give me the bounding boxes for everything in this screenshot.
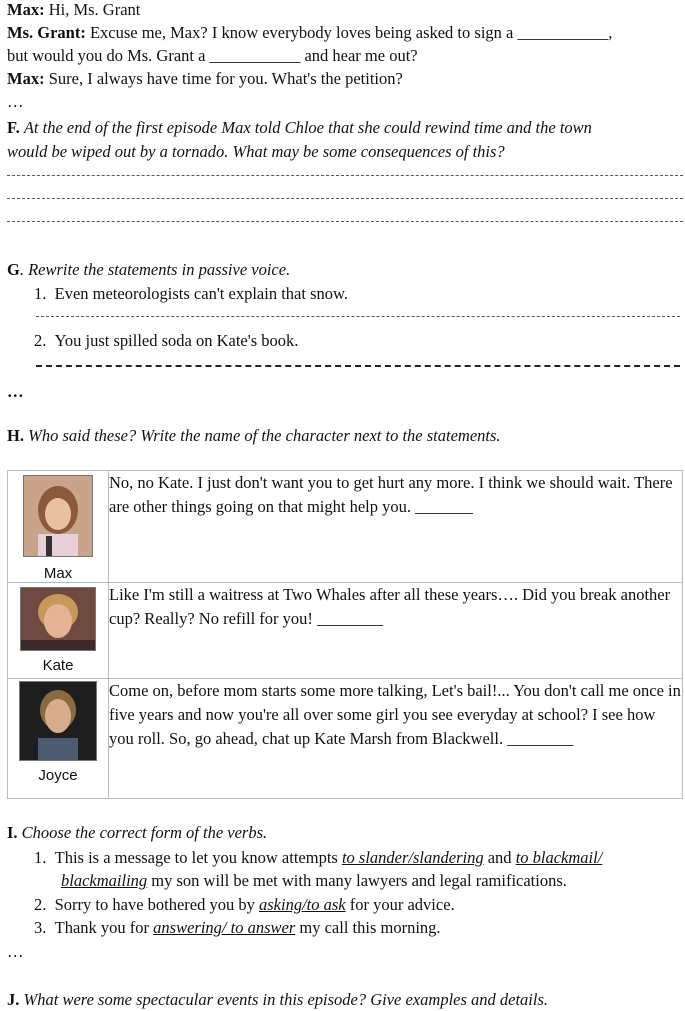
dialogue-line-2: Ms. Grant: Excuse me, Max? I know everybody loves being asked to sign a ___________, [7,23,613,42]
ellipsis: … [7,92,24,111]
quote-cell: Like I'm still a waitress at Two Whales after all these years…. Did you break another cup? Really? No refill for you! ________ [109,583,683,679]
table-row [8,583,683,679]
section-f-prompt-2: would be wiped out by a tornado. What may be some consequences of this? [7,142,505,161]
character-name: Joyce [38,767,78,784]
list-item: 1. This is a message to let you know attempts to slander/slandering and to blackmail/ [34,848,603,867]
list-item: 1. Even meteorologists can't explain that snow. [34,284,348,303]
dialogue-line-3: but would you do Ms. Grant a ___________ and hear me out? [7,46,418,65]
section-j-prompt: J. What were some spectacular events in this episode? Give examples and details. [7,990,549,1009]
character-name: Max [43,565,73,582]
list-item-cont: blackmailing my son will be met with many lawyers and legal ramifications. [61,871,567,890]
section-f-prompt: F. At the end of the first episode Max told Chloe that she could rewind time and the town [7,118,592,137]
table-row [8,679,683,799]
ellipsis: … [7,382,24,401]
answer-line[interactable] [7,175,683,176]
character-table [7,470,683,799]
answer-line[interactable] [7,198,683,199]
quote-cell: No, no Kate. I just don't want you to get hurt any more. I think we should wait. There are other things going on that might help you. _______ [109,471,683,583]
answer-line[interactable] [36,316,680,317]
list-item: 2. Sorry to have bothered you by asking/to ask for your advice. [34,895,455,914]
character-name: Kate [42,657,74,674]
dialogue-line-4: Max: Sure, I always have time for you. What's the petition? [7,69,403,88]
table-row [8,471,683,583]
section-i-prompt: I. Choose the correct form of the verbs. [7,823,268,842]
section-h-prompt: H. Who said these? Write the name of the character next to the statements. [7,426,501,445]
quote-cell: Come on, before mom starts some more talking, Let's bail!... You don't call me once in five years and now you're all over some girl you see everyday at school? I see how you roll. So, go ahead, chat up Kate Marsh from Blackwell. ________ [109,679,683,799]
dialogue-line-1: Max: Hi, Ms. Grant [7,0,141,19]
max-portrait [23,475,93,557]
section-g-prompt: G. Rewrite the statements in passive voice. [7,260,291,279]
list-item: 2. You just spilled soda on Kate's book. [34,331,299,350]
answer-line[interactable] [36,365,680,367]
joyce-portrait [19,681,97,761]
kate-portrait [20,587,96,651]
list-item: 3. Thank you for answering/ to answer my call this morning. [34,918,441,937]
ellipsis: … [7,942,24,961]
answer-line[interactable] [7,221,683,222]
